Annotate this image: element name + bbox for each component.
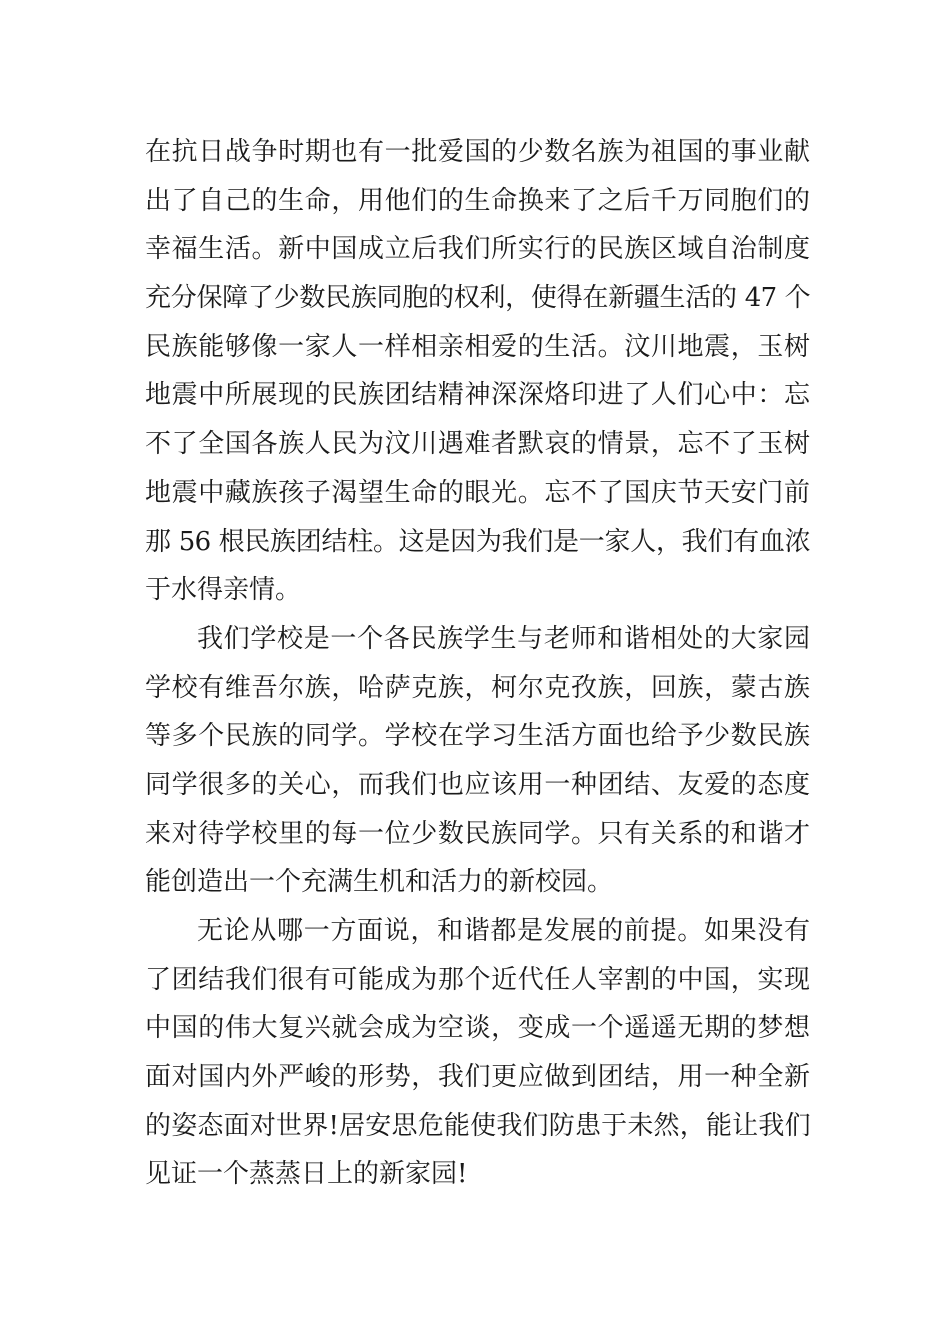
text-line: 了团结我们很有可能成为那个近代任人宰割的中国，实现 bbox=[145, 964, 810, 995]
text-line: 于水得亲情。 bbox=[145, 575, 302, 606]
text-line: 见证一个蒸蒸日上的新家园! bbox=[145, 1159, 468, 1190]
text-line: 在抗日战争时期也有一批爱国的少数名族为祖国的事业献 bbox=[145, 137, 810, 167]
text-line: 那 56 根民族团结柱。这是因为我们是一家人，我们有血浓 bbox=[145, 526, 810, 557]
text-line: 来对待学校里的每一位少数民族同学。只有关系的和谐才 bbox=[145, 818, 810, 849]
text-line: 学校有维吾尔族，哈萨克族，柯尔克孜族，回族，蒙古族 bbox=[145, 672, 810, 703]
text-line: 民族能够像一家人一样相亲相爱的生活。汶川地震，玉树 bbox=[145, 331, 810, 362]
text-line: 我们学校是一个各民族学生与老师和谐相处的大家园 bbox=[197, 623, 810, 654]
text-line: 中国的伟大复兴就会成为空谈，变成一个遥遥无期的梦想 bbox=[145, 1013, 810, 1044]
text-line: 地震中藏族孩子渴望生命的眼光。忘不了国庆节天安门前 bbox=[145, 477, 810, 508]
text-line: 出了自己的生命，用他们的生命换来了之后千万同胞们的 bbox=[145, 185, 810, 216]
text-line: 充分保障了少数民族同胞的权利，使得在新疆生活的 47 个 bbox=[145, 283, 810, 314]
text-line: 不了全国各族人民为汶川遇难者默哀的情景，忘不了玉树 bbox=[145, 429, 810, 460]
text-line: 能创造出一个充满生机和活力的新校园。 bbox=[145, 867, 614, 898]
text-line: 地震中所展现的民族团结精神深深烙印进了人们心中：忘 bbox=[145, 380, 810, 411]
text-line: 等多个民族的同学。学校在学习生活方面也给予少数民族 bbox=[145, 721, 810, 752]
document-body bbox=[145, 128, 810, 1199]
text-line: 幸福生活。新中国成立后我们所实行的民族区域自治制度 bbox=[145, 234, 810, 265]
text-line: 面对国内外严峻的形势，我们更应做到团结，用一种全新 bbox=[145, 1062, 810, 1093]
text-line: 的姿态面对世界!居安思危能使我们防患于未然，能让我们 bbox=[145, 1110, 810, 1141]
text-line: 同学很多的关心，而我们也应该用一种团结、友爱的态度 bbox=[145, 769, 810, 800]
text-line: 无论从哪一方面说，和谐都是发展的前提。如果没有 bbox=[197, 916, 810, 946]
